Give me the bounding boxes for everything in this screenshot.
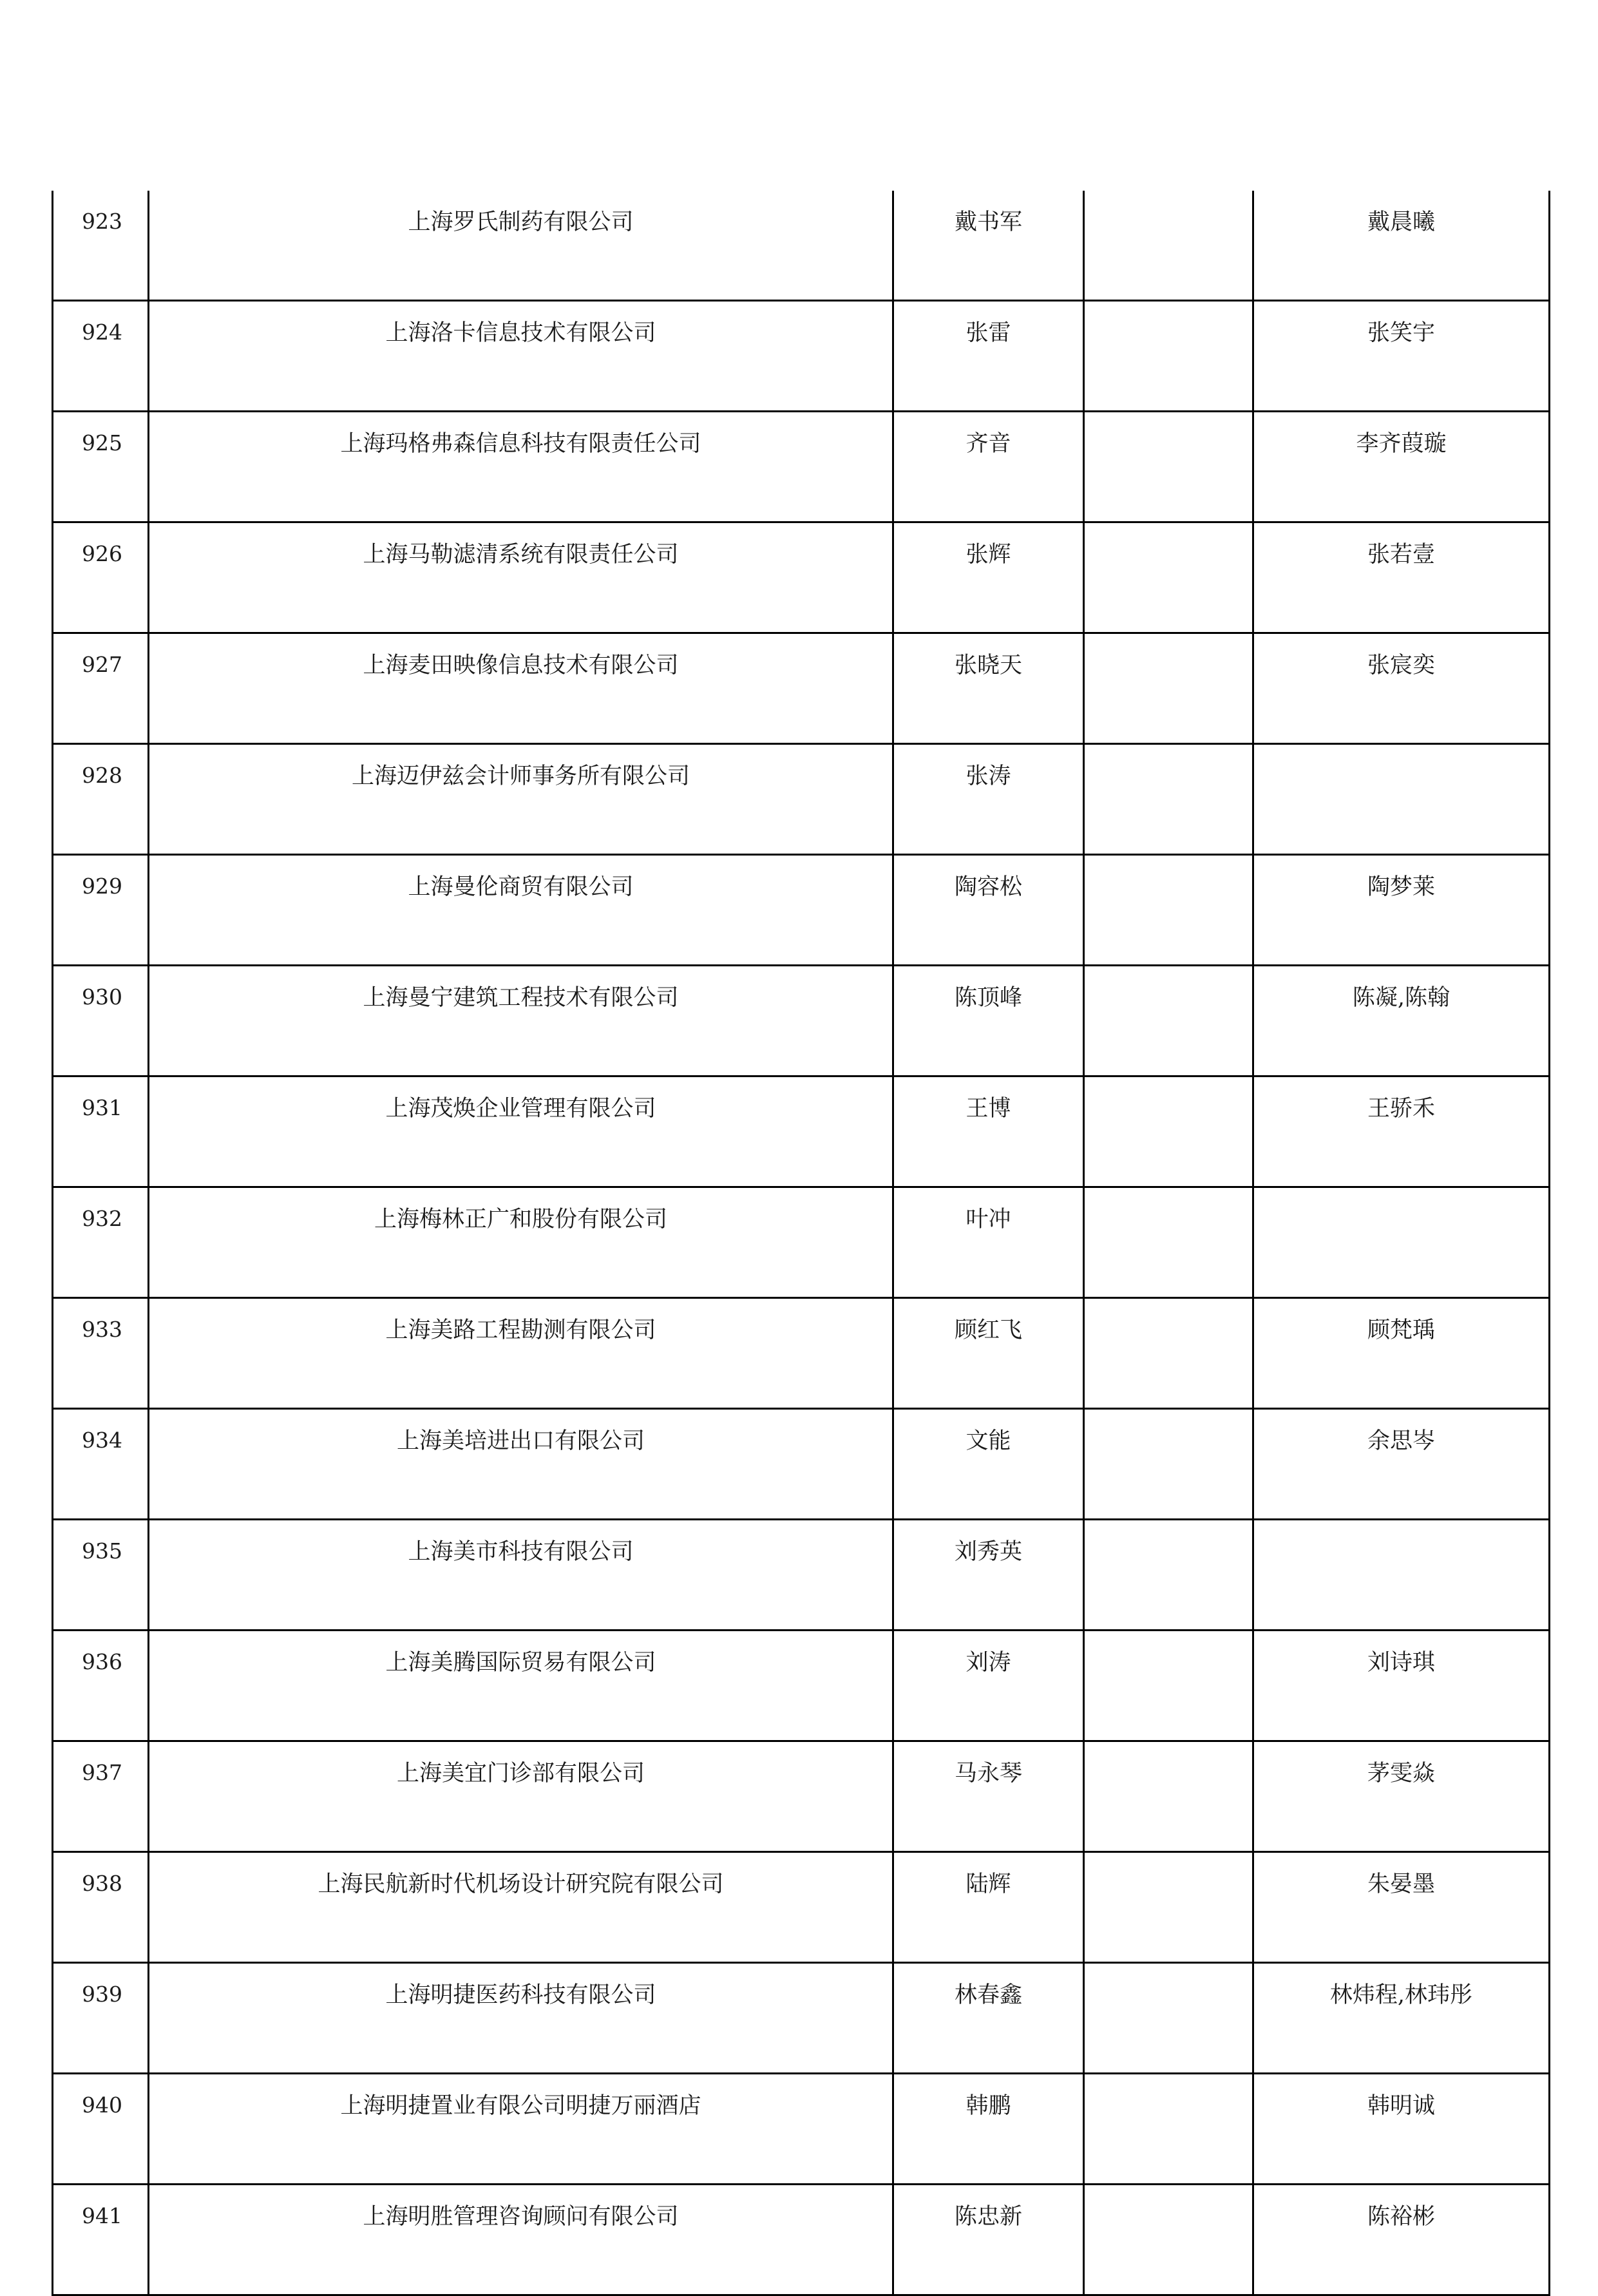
data-table bbox=[52, 191, 1550, 2296]
table-row bbox=[53, 2185, 1550, 2295]
representative-name: 戴书军 bbox=[893, 191, 1084, 301]
children-names: 陶梦莱 bbox=[1253, 855, 1550, 966]
table-row bbox=[53, 301, 1550, 412]
company-name: 上海曼伦商贸有限公司 bbox=[149, 855, 893, 966]
table-row bbox=[53, 191, 1550, 301]
table-row bbox=[53, 1741, 1550, 1852]
blank-cell bbox=[1084, 966, 1253, 1076]
blank-cell bbox=[1084, 855, 1253, 966]
table-row bbox=[53, 1963, 1550, 2074]
company-name: 上海迈伊兹会计师事务所有限公司 bbox=[149, 744, 893, 855]
blank-cell bbox=[1084, 633, 1253, 744]
row-number: 924 bbox=[53, 301, 149, 412]
table-row bbox=[53, 2074, 1550, 2185]
representative-name: 张雷 bbox=[893, 301, 1084, 412]
row-number: 932 bbox=[53, 1187, 149, 1298]
representative-name: 王博 bbox=[893, 1076, 1084, 1187]
company-name: 上海明胜管理咨询顾问有限公司 bbox=[149, 2185, 893, 2295]
representative-name: 刘秀英 bbox=[893, 1520, 1084, 1631]
row-number: 935 bbox=[53, 1520, 149, 1631]
blank-cell bbox=[1084, 191, 1253, 301]
blank-cell bbox=[1084, 412, 1253, 522]
blank-cell bbox=[1084, 522, 1253, 633]
children-names: 陈裕彬 bbox=[1253, 2185, 1550, 2295]
children-names: 陈凝,陈翰 bbox=[1253, 966, 1550, 1076]
children-names: 韩明诚 bbox=[1253, 2074, 1550, 2185]
representative-name: 刘涛 bbox=[893, 1631, 1084, 1741]
children-names: 戴晨曦 bbox=[1253, 191, 1550, 301]
company-name: 上海玛格弗森信息科技有限责任公司 bbox=[149, 412, 893, 522]
table-row bbox=[53, 1187, 1550, 1298]
representative-name: 陆辉 bbox=[893, 1852, 1084, 1963]
blank-cell bbox=[1084, 2074, 1253, 2185]
children-names: 李齐葭璇 bbox=[1253, 412, 1550, 522]
row-number: 934 bbox=[53, 1409, 149, 1520]
representative-name: 叶冲 bbox=[893, 1187, 1084, 1298]
children-names: 张笑宇 bbox=[1253, 301, 1550, 412]
children-names: 王骄禾 bbox=[1253, 1076, 1550, 1187]
row-number: 930 bbox=[53, 966, 149, 1076]
table-row bbox=[53, 633, 1550, 744]
children-names bbox=[1253, 744, 1550, 855]
company-name: 上海美路工程勘测有限公司 bbox=[149, 1298, 893, 1409]
blank-cell bbox=[1084, 2185, 1253, 2295]
row-number: 941 bbox=[53, 2185, 149, 2295]
children-names: 刘诗琪 bbox=[1253, 1631, 1550, 1741]
table-row bbox=[53, 744, 1550, 855]
blank-cell bbox=[1084, 1963, 1253, 2074]
blank-cell bbox=[1084, 744, 1253, 855]
row-number: 928 bbox=[53, 744, 149, 855]
children-names: 顾梵瑀 bbox=[1253, 1298, 1550, 1409]
table-row bbox=[53, 855, 1550, 966]
table-row bbox=[53, 1076, 1550, 1187]
blank-cell bbox=[1084, 1852, 1253, 1963]
table-row bbox=[53, 1852, 1550, 1963]
children-names: 茅雯焱 bbox=[1253, 1741, 1550, 1852]
table-row bbox=[53, 522, 1550, 633]
row-number: 926 bbox=[53, 522, 149, 633]
children-names: 林炜程,林玮彤 bbox=[1253, 1963, 1550, 2074]
row-number: 929 bbox=[53, 855, 149, 966]
company-name: 上海明捷置业有限公司明捷万丽酒店 bbox=[149, 2074, 893, 2185]
row-number: 927 bbox=[53, 633, 149, 744]
row-number: 923 bbox=[53, 191, 149, 301]
table-row bbox=[53, 1631, 1550, 1741]
company-name: 上海民航新时代机场设计研究院有限公司 bbox=[149, 1852, 893, 1963]
children-names: 朱晏墨 bbox=[1253, 1852, 1550, 1963]
representative-name: 张涛 bbox=[893, 744, 1084, 855]
company-name: 上海明捷医药科技有限公司 bbox=[149, 1963, 893, 2074]
company-name: 上海美培进出口有限公司 bbox=[149, 1409, 893, 1520]
representative-name: 马永琴 bbox=[893, 1741, 1084, 1852]
representative-name: 顾红飞 bbox=[893, 1298, 1084, 1409]
row-number: 937 bbox=[53, 1741, 149, 1852]
company-name: 上海茂焕企业管理有限公司 bbox=[149, 1076, 893, 1187]
representative-name: 陈忠新 bbox=[893, 2185, 1084, 2295]
representative-name: 张晓天 bbox=[893, 633, 1084, 744]
blank-cell bbox=[1084, 1298, 1253, 1409]
table-row bbox=[53, 966, 1550, 1076]
company-name: 上海美腾国际贸易有限公司 bbox=[149, 1631, 893, 1741]
table-row bbox=[53, 1409, 1550, 1520]
company-name: 上海梅林正广和股份有限公司 bbox=[149, 1187, 893, 1298]
table-row bbox=[53, 412, 1550, 522]
blank-cell bbox=[1084, 1631, 1253, 1741]
company-name: 上海麦田映像信息技术有限公司 bbox=[149, 633, 893, 744]
representative-name: 韩鹏 bbox=[893, 2074, 1084, 2185]
row-number: 925 bbox=[53, 412, 149, 522]
representative-name: 齐音 bbox=[893, 412, 1084, 522]
table-row bbox=[53, 1298, 1550, 1409]
children-names bbox=[1253, 1520, 1550, 1631]
company-name: 上海美市科技有限公司 bbox=[149, 1520, 893, 1631]
row-number: 931 bbox=[53, 1076, 149, 1187]
company-name: 上海曼宁建筑工程技术有限公司 bbox=[149, 966, 893, 1076]
children-names bbox=[1253, 1187, 1550, 1298]
representative-name: 张辉 bbox=[893, 522, 1084, 633]
row-number: 933 bbox=[53, 1298, 149, 1409]
children-names: 张宸奕 bbox=[1253, 633, 1550, 744]
company-name: 上海美宜门诊部有限公司 bbox=[149, 1741, 893, 1852]
blank-cell bbox=[1084, 1741, 1253, 1852]
representative-name: 林春鑫 bbox=[893, 1963, 1084, 2074]
table-body bbox=[53, 191, 1550, 2295]
children-names: 张若壹 bbox=[1253, 522, 1550, 633]
representative-name: 文能 bbox=[893, 1409, 1084, 1520]
representative-name: 陈顶峰 bbox=[893, 966, 1084, 1076]
blank-cell bbox=[1084, 301, 1253, 412]
blank-cell bbox=[1084, 1520, 1253, 1631]
row-number: 938 bbox=[53, 1852, 149, 1963]
table-row bbox=[53, 1520, 1550, 1631]
company-name: 上海罗氏制药有限公司 bbox=[149, 191, 893, 301]
blank-cell bbox=[1084, 1076, 1253, 1187]
company-name: 上海洛卡信息技术有限公司 bbox=[149, 301, 893, 412]
row-number: 940 bbox=[53, 2074, 149, 2185]
blank-cell bbox=[1084, 1187, 1253, 1298]
row-number: 939 bbox=[53, 1963, 149, 2074]
blank-cell bbox=[1084, 1409, 1253, 1520]
children-names: 余思岑 bbox=[1253, 1409, 1550, 1520]
row-number: 936 bbox=[53, 1631, 149, 1741]
representative-name: 陶容松 bbox=[893, 855, 1084, 966]
company-name: 上海马勒滤清系统有限责任公司 bbox=[149, 522, 893, 633]
